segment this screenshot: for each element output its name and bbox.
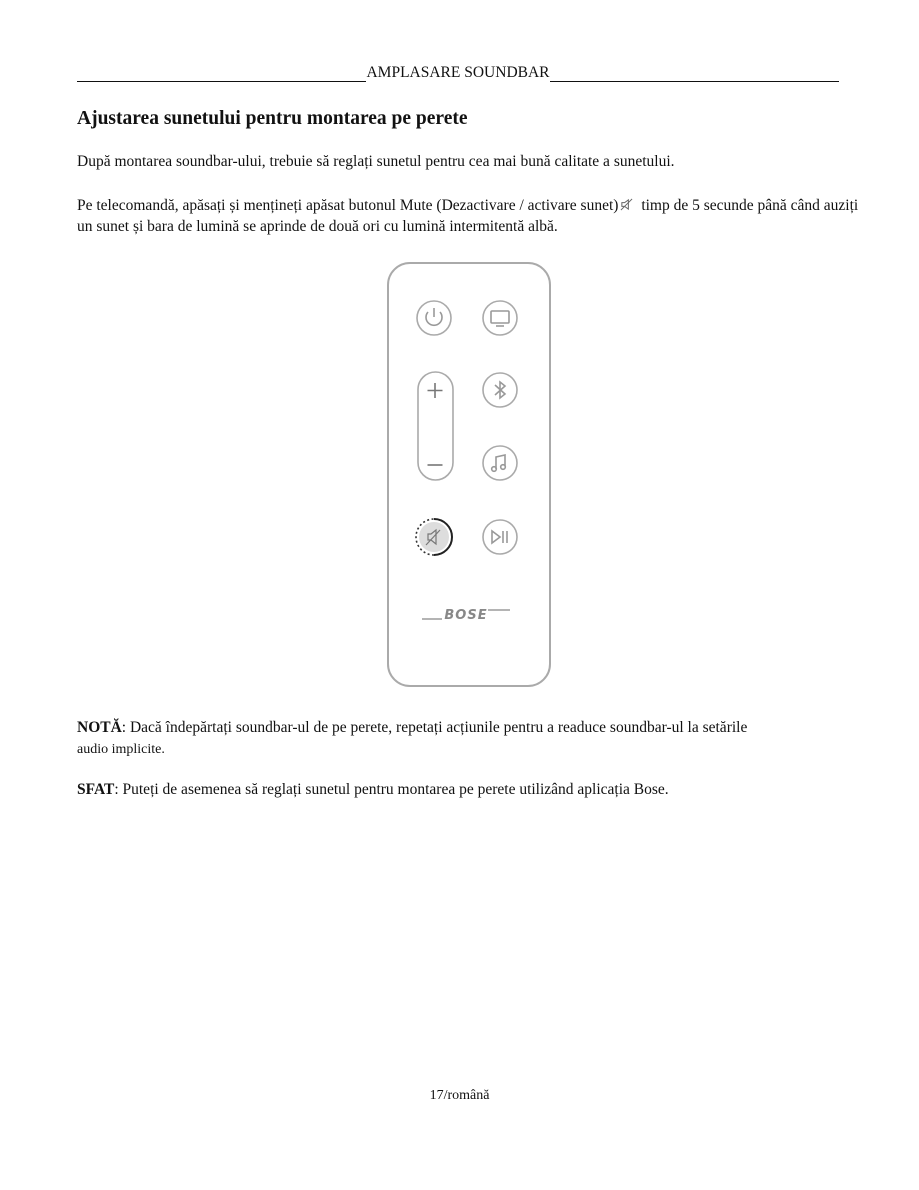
tip-paragraph xyxy=(77,779,862,800)
section-title: AMPLASARE SOUNDBAR xyxy=(366,64,550,81)
page-header xyxy=(77,64,839,82)
instructions-text-1: Pe telecomandă, apăsați și mențineți apăsat butonul Mute (Dezactivare / activare sunet) xyxy=(77,197,619,214)
note-text-continued: audio implicite. xyxy=(77,742,165,757)
paragraph-intro: După montarea soundbar-ului, trebuie să reglați sunetul pentru cea mai bună calitate a sunetului. xyxy=(77,153,675,170)
svg-text:BOSE: BOSE xyxy=(444,608,488,623)
mute-button-icon xyxy=(416,519,452,555)
instructions-text-2: timp de 5 secunde până când auziți un sunet și bara de lumină se aprinde de două ori cu lumină intermitentă albă. xyxy=(77,197,859,235)
paragraph-instructions xyxy=(77,195,862,237)
note-paragraph xyxy=(77,717,862,760)
header-rule-right xyxy=(550,67,839,82)
tip-label: SFAT xyxy=(77,781,115,798)
remote-illustration xyxy=(380,258,560,693)
mute-icon xyxy=(620,198,633,211)
tip-text: : Puteți de asemenea să reglați sunetul pentru montarea pe perete utilizând aplicația Bose. xyxy=(114,781,669,798)
page-heading: Ajustarea sunetului pentru montarea pe perete xyxy=(77,108,468,129)
note-text: : Dacă îndepărtați soundbar-ul de pe perete, repetați acțiunile pentru a readuce soundbar-ul la setările xyxy=(121,719,748,736)
header-rule-left xyxy=(77,67,366,82)
page-number: 17/română xyxy=(429,1088,490,1103)
note-label: NOTĂ xyxy=(77,719,122,736)
